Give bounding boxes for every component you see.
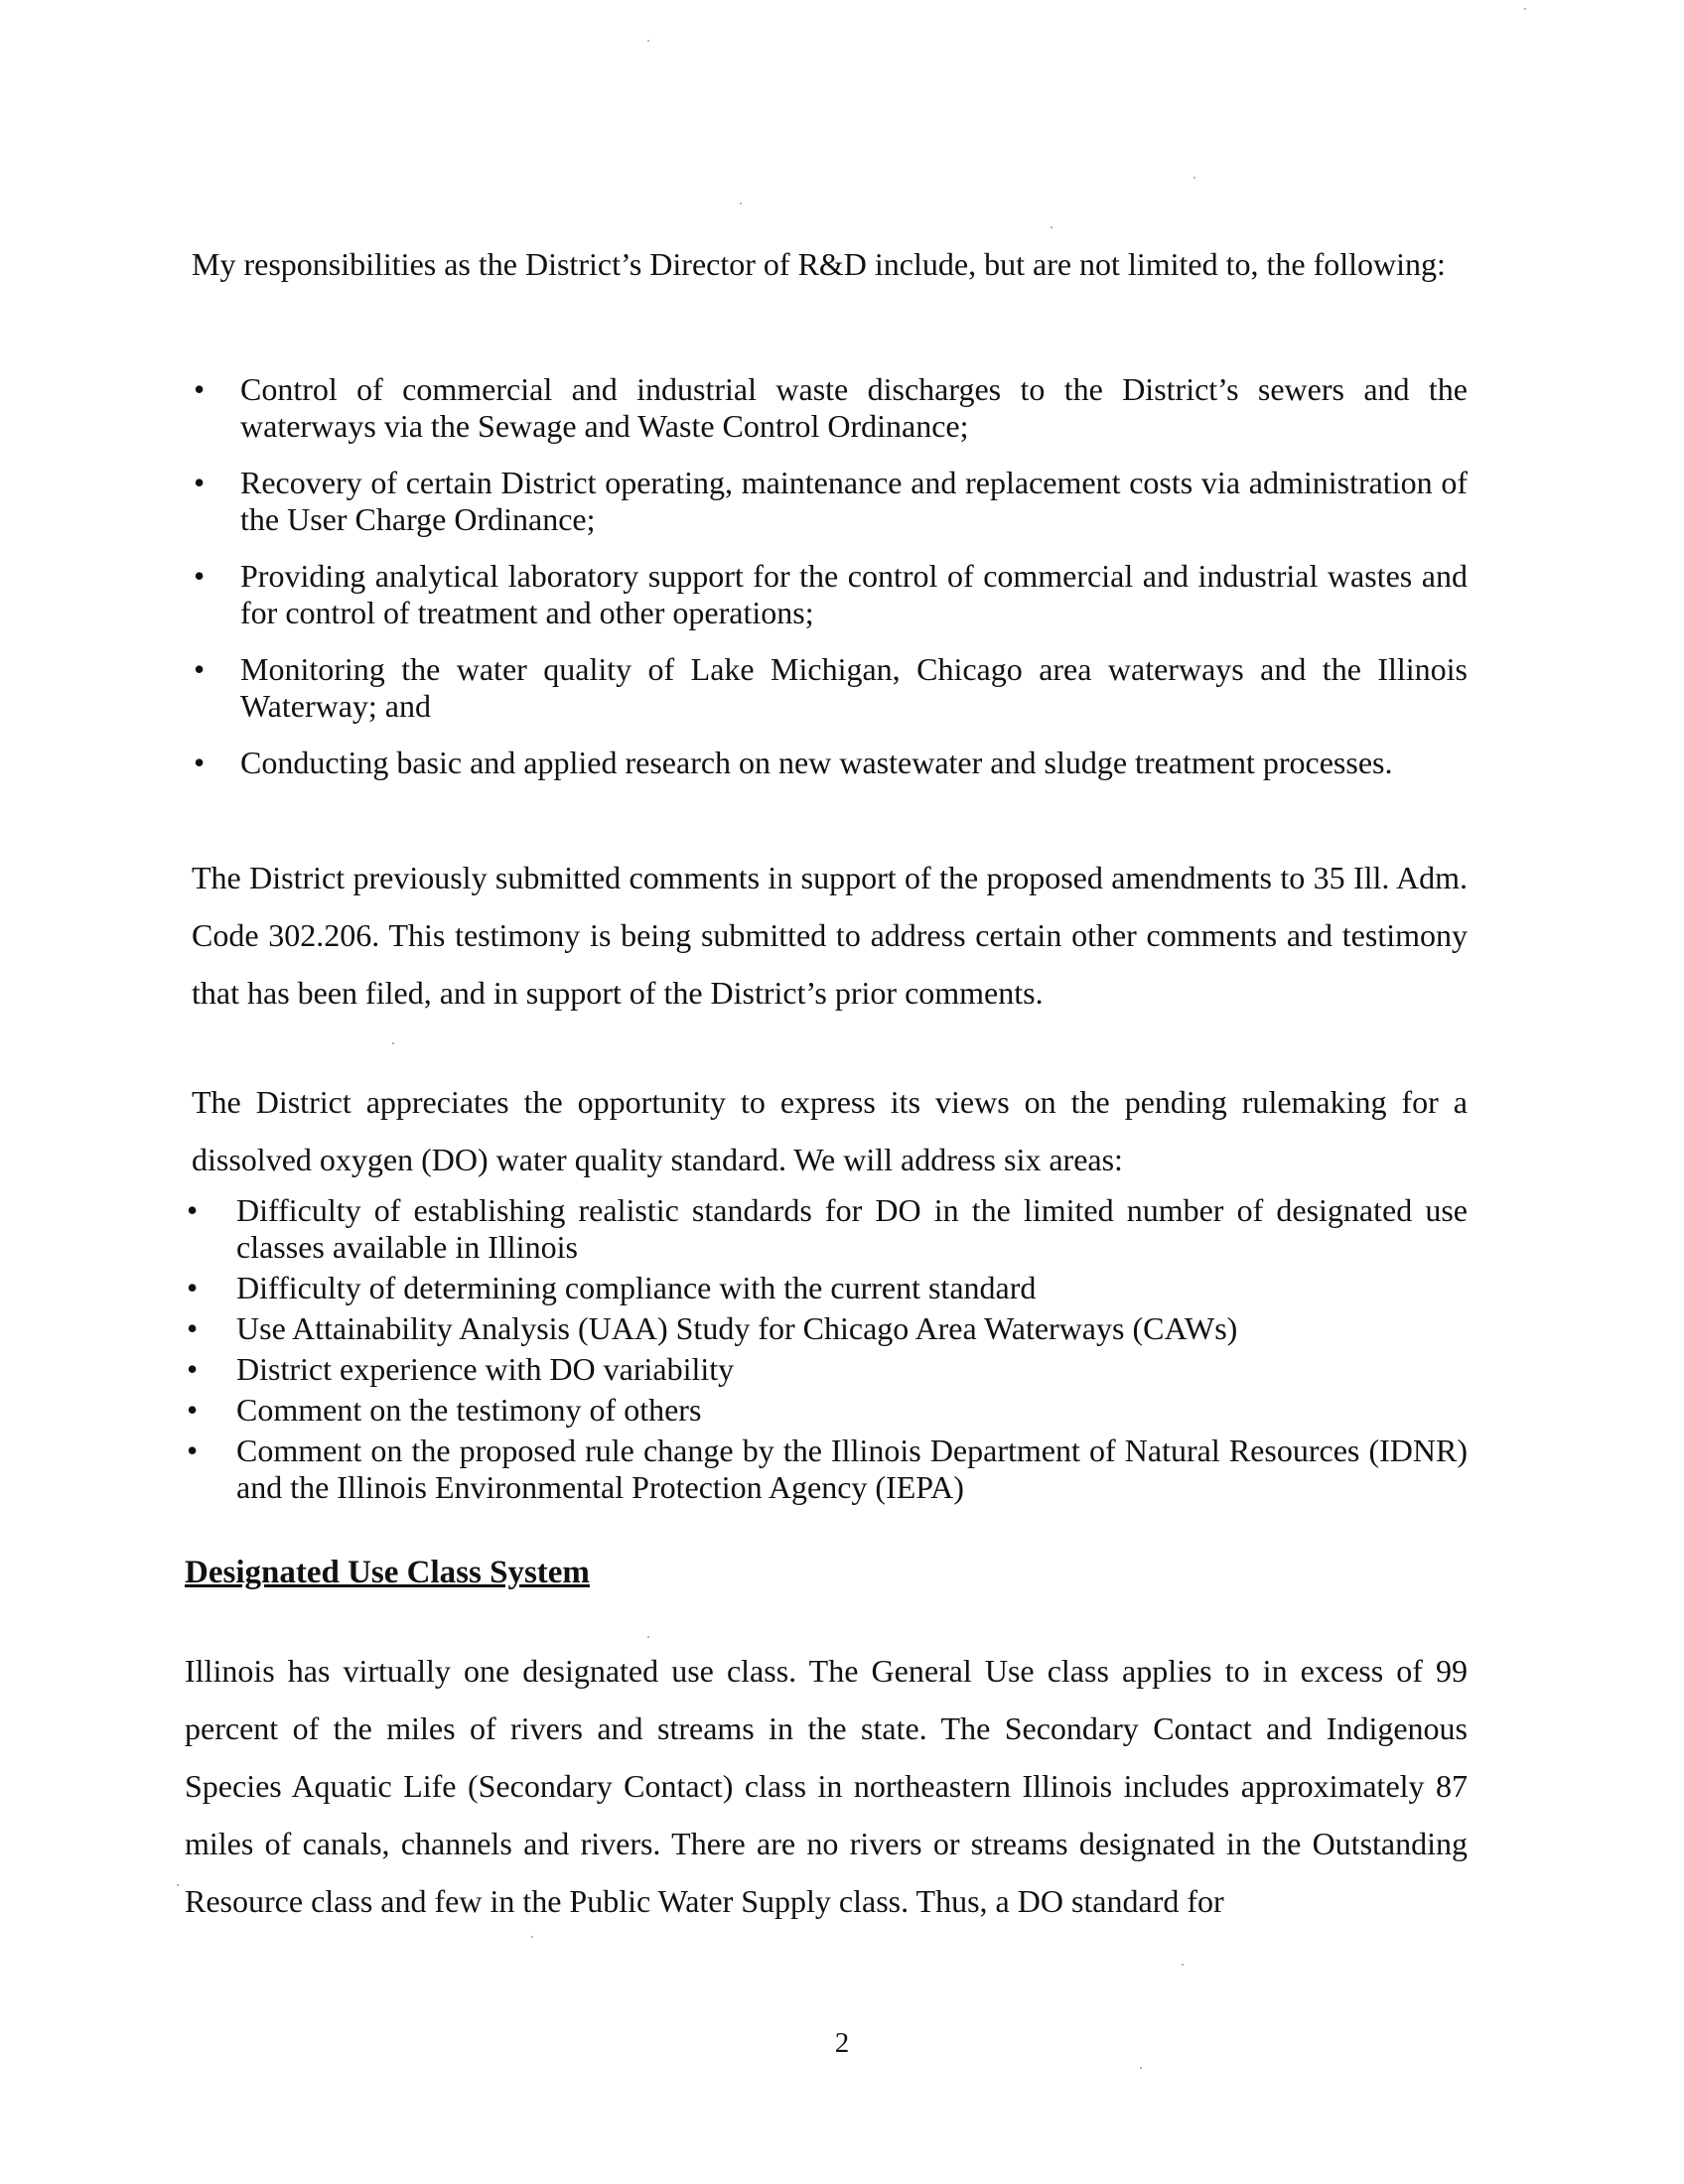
scan-speck [177, 1884, 179, 1886]
section-heading: Designated Use Class System [185, 1555, 590, 1590]
responsibilities-list [192, 371, 1468, 801]
appreciation-paragraph: The District appreciates the opportunity to express its views on the pending rulemaking for a dissolved oxygen (DO) water quality standard. We will address six areas: [192, 1084, 1468, 1177]
list-item [185, 1310, 1468, 1347]
bullet-icon: • [194, 558, 206, 594]
list-item [185, 1270, 1468, 1306]
scan-speck [1193, 177, 1195, 179]
list-item-text: Providing analytical laboratory support for the control of commercial and industrial wastes and for control of treatment and other operations; [240, 558, 1468, 630]
scan-speck [1182, 1964, 1184, 1966]
bullet-icon: • [187, 1270, 199, 1305]
list-item-text: Difficulty of determining compliance with the current standard [236, 1270, 1037, 1305]
list-item [192, 651, 1468, 725]
list-item-text: Use Attainability Analysis (UAA) Study for Chicago Area Waterways (CAWs) [236, 1310, 1238, 1346]
scan-speck [392, 1042, 394, 1044]
list-item [192, 558, 1468, 631]
list-item [192, 745, 1468, 781]
bullet-icon: • [194, 745, 206, 780]
bullet-icon: • [194, 651, 206, 687]
list-item [192, 371, 1468, 445]
scan-speck [740, 203, 742, 205]
list-item-text: Comment on the proposed rule change by the Illinois Department of Natural Resources (IDNR) and the Illinois Environmental Protection Agency (IEPA) [236, 1433, 1468, 1505]
bullet-icon: • [187, 1192, 199, 1228]
list-item [185, 1433, 1468, 1506]
bullet-icon: • [187, 1433, 199, 1468]
scan-speck [647, 40, 649, 42]
scan-speck [531, 1936, 533, 1938]
illinois-use-class-paragraph: Illinois has virtually one designated use class. The General Use class applies to in excess of 99 percent of the miles of rivers and streams in the state. The Secondary Contact and Indigenous Species Aquatic Life (Secondary Contact) class in northeastern Illinois includes approximately 87 miles of canals, channels and rivers. There are no rivers or streams designated in the Outstanding Resource class and few in the Public Water Supply class. Thus, a DO standard for [185, 1653, 1468, 1919]
areas-list [185, 1192, 1468, 1510]
list-item [192, 465, 1468, 538]
list-item-text: Difficulty of establishing realistic standards for DO in the limited number of designated use classes available in Illinois [236, 1192, 1468, 1265]
bullet-icon: • [194, 465, 206, 500]
list-item-text: Comment on the testimony of others [236, 1392, 702, 1428]
previous-comments-paragraph: The District previously submitted comments in support of the proposed amendments to 35 Ill. Adm. Code 302.206. This testimony is being submitted to address certain other comments and testimony that has been filed, and in support of the District’s prior comments. [192, 860, 1468, 1011]
list-item-text: Conducting basic and applied research on new wastewater and sludge treatment processes. [240, 745, 1393, 780]
list-item [185, 1192, 1468, 1266]
list-item-text: District experience with DO variability [236, 1351, 735, 1387]
scan-speck [1051, 226, 1052, 228]
scan-speck [1140, 2067, 1142, 2069]
list-item-text: Recovery of certain District operating, maintenance and replacement costs via administration of the User Charge Ordinance; [240, 465, 1468, 537]
scan-speck [1524, 8, 1526, 10]
bullet-icon: • [187, 1392, 199, 1428]
scan-speck [647, 1636, 649, 1638]
list-item-text: Monitoring the water quality of Lake Michigan, Chicago area waterways and the Illinois Waterway; and [240, 651, 1468, 724]
page-number: 2 [834, 2027, 850, 2059]
intro-paragraph: My responsibilities as the District’s Director of R&D include, but are not limited to, the following: [192, 246, 1446, 282]
list-item [185, 1392, 1468, 1429]
bullet-icon: • [187, 1351, 199, 1387]
list-item-text: Control of commercial and industrial waste discharges to the District’s sewers and the waterways via the Sewage and Waste Control Ordinance; [240, 371, 1468, 444]
bullet-icon: • [194, 371, 206, 407]
list-item [185, 1351, 1468, 1388]
bullet-icon: • [187, 1310, 199, 1346]
